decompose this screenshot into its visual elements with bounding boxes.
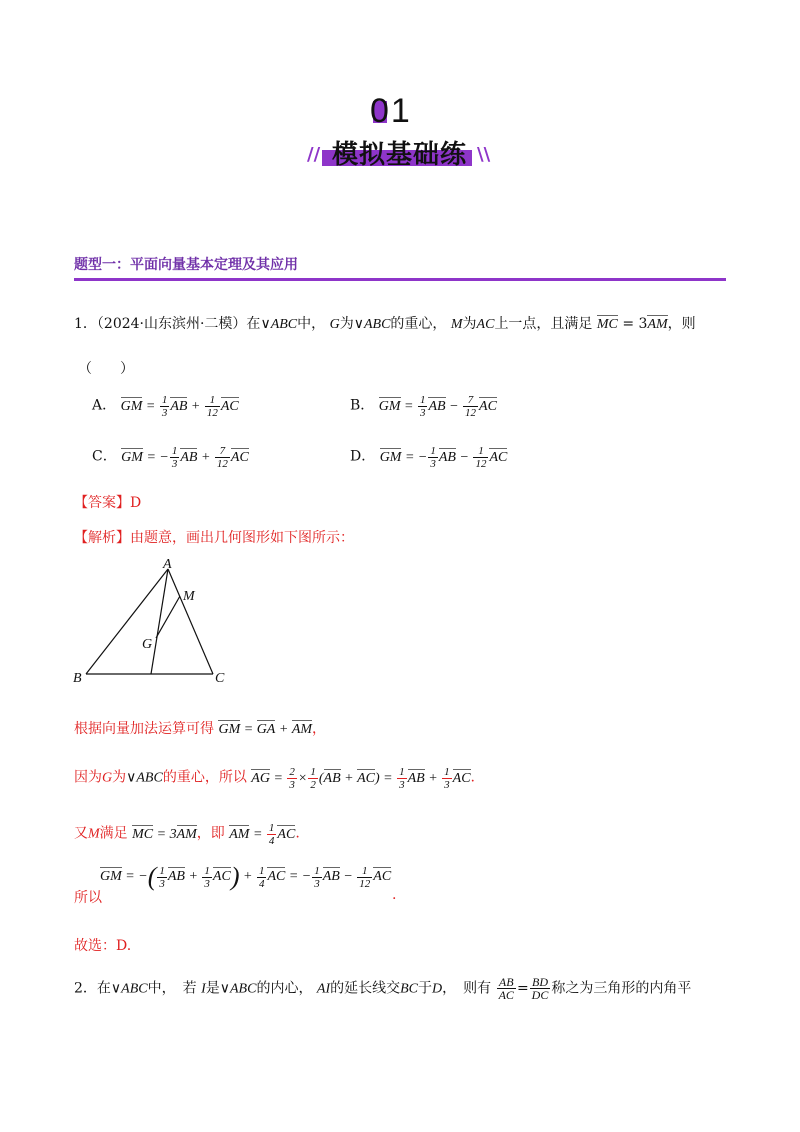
segment-ac <box>168 569 213 674</box>
formula-1: GM = GA + AM <box>218 722 313 737</box>
option-a[interactable]: A． GM = $\frac{1}{3}$ AB + $\frac{1}{12}$ AC <box>92 394 239 419</box>
ratio-bd-dc: $\frac{BD}{DC}$ <box>531 975 549 1002</box>
label-c: C <box>215 671 225 686</box>
section-heading <box>74 254 726 281</box>
segment-gm <box>156 596 180 638</box>
option-d-formula: GM = − $\frac{1}{3}$ AB − $\frac{1}{12}$ AC <box>379 445 508 470</box>
formula-3a: MC = 3AM <box>132 826 197 842</box>
formula-2: AG = $\frac{2}{3}$ × $\frac{1}{2}$ (AB + AC) = $\frac{1}{3}$ AB + $\frac{1}{3}$ AC <box>251 766 471 791</box>
question-1-stem: 1．（2024·山东滨州·二模）在∨ABC中， G为∨ABC的重心， M为AC上一点，且满足 MC = 3AM，则 <box>74 316 696 332</box>
page-title: 模拟基础练 <box>332 140 468 170</box>
triangle-figure <box>70 556 240 690</box>
option-b-formula: GM = $\frac{1}{3}$ AB − $\frac{7}{12}$ AC <box>378 394 497 419</box>
analysis-line-3: 又M满足 MC = 3AM，即 AM = $\frac{1}{4}$ AC. <box>74 822 300 847</box>
label-b: B <box>73 671 82 686</box>
formula-3b: AM = $\frac{1}{4}$ AC <box>229 822 296 847</box>
option-d[interactable]: D． GM = − $\frac{1}{3}$ AB − $\frac{1}{12}$ AC <box>350 445 508 470</box>
left-decoration: // <box>307 144 321 165</box>
answer-line: 【答案】D <box>74 495 142 511</box>
question-1-paren: （ ） <box>78 361 134 377</box>
section-title: 题型一：平面向量基本定理及其应用 <box>74 257 298 273</box>
analysis-line-4-label: 所以 <box>74 890 102 906</box>
option-b[interactable]: B． GM = $\frac{1}{3}$ AB − $\frac{7}{12}$ AC <box>350 394 497 419</box>
analysis-line-1: 根据向量加法运算可得 GM = GA + AM， <box>74 721 327 737</box>
segment-ab <box>86 569 168 674</box>
label-g: G <box>142 637 153 652</box>
label-a: A <box>163 557 172 572</box>
label-m: M <box>183 589 195 604</box>
option-a-formula: GM = $\frac{1}{3}$ AB + $\frac{1}{12}$ AC <box>120 394 239 419</box>
right-decoration: \\ <box>477 144 491 165</box>
section-number: 01 <box>370 92 412 130</box>
option-c[interactable]: C． GM = − $\frac{1}{3}$ AB + $\frac{7}{12}$ AC <box>92 445 249 470</box>
analysis-line-2: 因为G为∨ABC的重心，所以 AG = $\frac{2}{3}$ × $\frac{1}{2}$ (AB + AC) = $\frac{1}{3}$ AB + $\frac{1}{3}$ AC. <box>74 766 475 791</box>
analysis-conclusion: 故选：D. <box>74 938 132 954</box>
formula-4: GM = −( $\frac{1}{3}$ AB + $\frac{1}{3}$ AC) + $\frac{1}{4}$ AC = − $\frac{1}{3}$ AB − $\frac{1}{12}$ AC <box>100 862 392 891</box>
option-c-formula: GM = − $\frac{1}{3}$ AB + $\frac{7}{12}$ AC <box>121 445 249 470</box>
ratio-ab-ac: $\frac{AB}{AC}$ <box>498 975 514 1002</box>
analysis-line-4-tail: . <box>392 887 397 903</box>
question-2-stem: 2．在∨ABC中， 若 I是∨ABC的内心， AI的延长线交BC于D， 则有 $\frac{AB}{AC}$ = $\frac{BD}{DC}$ 称之为三角形的内角平 <box>74 975 692 1002</box>
analysis-intro: 【解析】由题意，画出几何图形如下图所示： <box>74 530 354 546</box>
